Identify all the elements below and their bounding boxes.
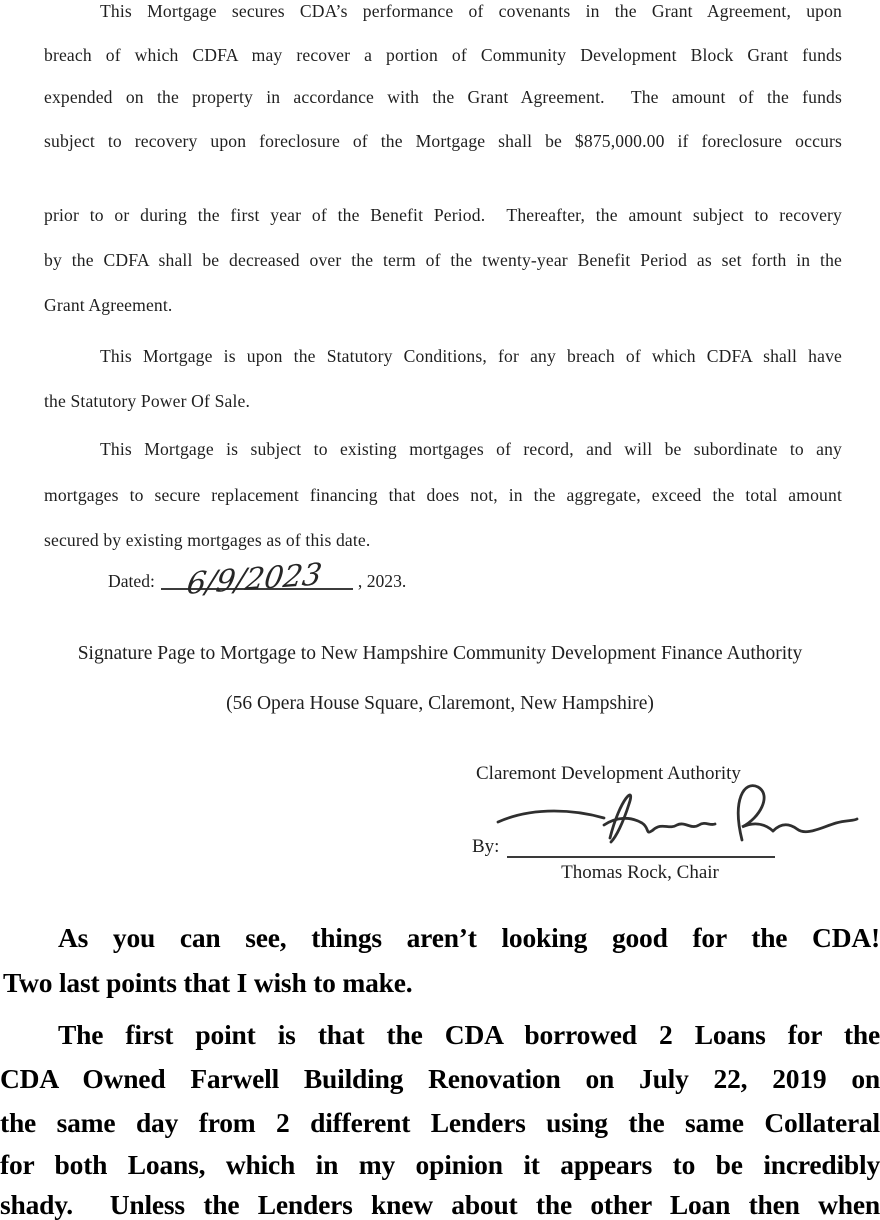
commentary-line: CDA Owned Farwell Building Renovation on July 22, 2019 on [0,1063,880,1094]
date-underline [161,557,353,602]
by-line [472,836,775,858]
doc-line: This Mortgage is subject to existing mortgages of record, and will be subordinate to any [100,439,842,459]
doc-line: This Mortgage secures CDA’s performance of covenants in the Grant Agreement, upon [100,1,842,21]
commentary-line: for both Loans, which in my opinion it appears to be incredibly [0,1149,880,1180]
doc-line: prior to or during the first year of the Benefit Period. Thereafter, the amount subject to recovery [44,205,842,225]
doc-line: This Mortgage is upon the Statutory Conditions, for any breach of which CDFA shall have [100,346,842,366]
doc-line: the Statutory Power Of Sale. [44,391,251,411]
dated-suffix: , 2023. [357,571,407,591]
by-label: By: [472,836,500,857]
commentary-line: Two last points that I wish to make. [3,967,413,998]
dated-line [108,557,407,602]
organization-name: Claremont Development Authority [476,763,741,784]
commentary-line: shady. Unless the Lenders knew about the other Loan then when [0,1189,880,1220]
commentary-line: As you can see, things aren’t looking good for the CDA! [58,922,880,953]
dated-label: Dated: [108,571,155,591]
commentary-line: the same day from 2 different Lenders using the same Collateral [0,1107,880,1138]
handwritten-date: 6/9/2023 [184,557,324,602]
doc-line: by the CDFA shall be decreased over the term of the twenty-year Benefit Period as set forth in the [44,250,842,270]
property-address-caption: (56 Opera House Square, Claremont, New Hampshire) [226,693,654,714]
signer-name-title: Thomas Rock, Chair [561,862,719,883]
doc-line: secured by existing mortgages as of this date. [44,530,371,550]
commentary-line: The first point is that the CDA borrowed 2 Loans for the [58,1019,880,1050]
signature-page-caption: Signature Page to Mortgage to New Hampshire Community Development Finance Authority [77,643,803,664]
doc-line: breach of which CDFA may recover a portion of Community Development Block Grant funds [44,45,842,65]
doc-line: subject to recovery upon foreclosure of the Mortgage shall be $875,000.00 if foreclosure occurs [44,131,842,151]
doc-line: expended on the property in accordance with the Grant Agreement. The amount of the funds [44,87,842,107]
signature-underline [507,838,775,858]
doc-line: mortgages to secure replacement financing that does not, in the aggregate, exceed the total amount [44,485,842,505]
doc-line: Grant Agreement. [44,295,173,315]
